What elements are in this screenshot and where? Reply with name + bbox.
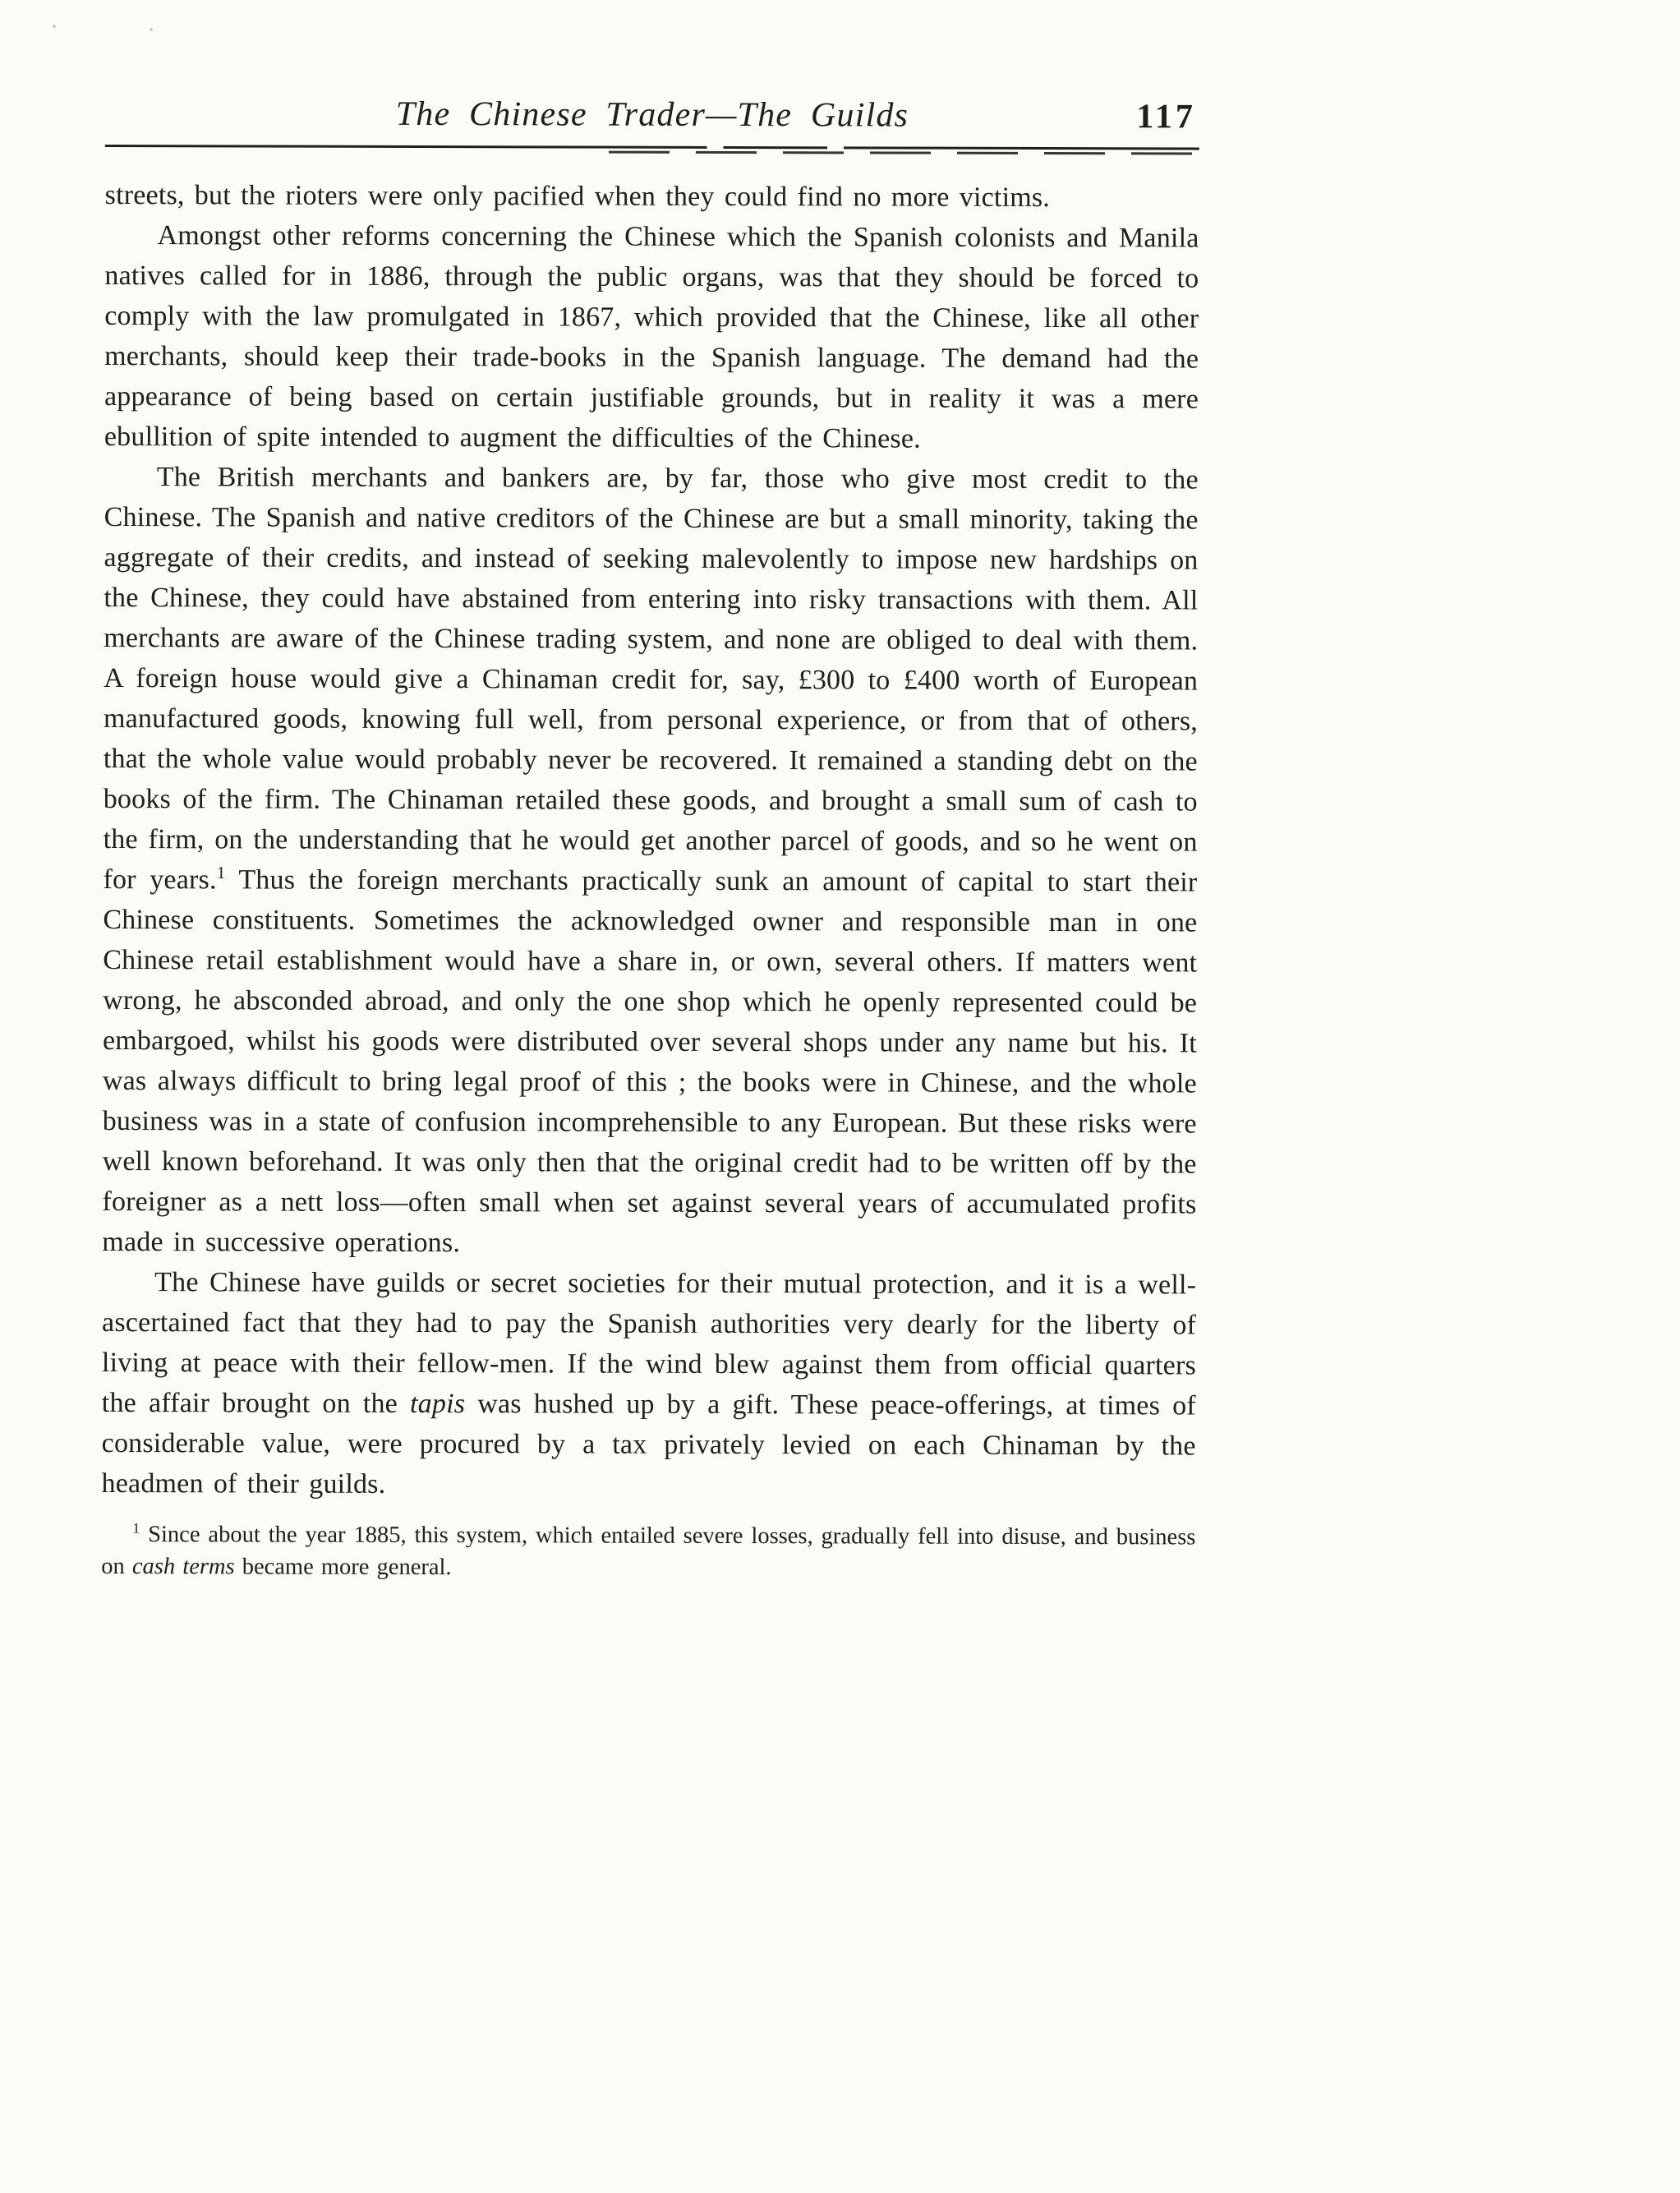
paragraph [102, 1262, 1197, 1506]
text-run: became more general. [234, 1554, 452, 1581]
text-run: streets, but the rioters were only pacified when they could find no more victims. [104, 179, 1051, 214]
scan-speckle [53, 25, 56, 28]
text-run: was hushed up by a gift. These peace-offerings, at times of considerable value, were procured by a tax privately levied on each Chinaman by the headmen of their guilds. [101, 1389, 1196, 1500]
text-run: Since about the year 1885, this system, which entailed severe losses, gradually fell into disuse, and business on [101, 1522, 1196, 1580]
text-run: The British merchants and bankers are, by far, those who give most credit to the Chinese. The Spanish and native creditors of the Chinese are but a small minority, taking the aggregate of their credits, and instead of seeking malevolently to impose new hardships on the Chinese, they could have abstained from entering into risky transactions with them. All merchants are aware of the Chinese trading system, and none are obliged to deal with them. A foreign house would give a Chinaman credit for, say, £300 to £400 worth of European manufactured goods, knowing full well, from personal experience, or from that of others, that the whole value would probably never be recovered. It remained a standing debt on the books of the firm. The Chinaman retailed these goods, and brought a small sum of cash to the firm, on the understanding that he would get another parcel of goods, and so he went on for years. [103, 462, 1199, 896]
footnote-reference: 1 [216, 863, 226, 883]
paragraph [104, 215, 1199, 459]
header-rule [105, 145, 1199, 154]
footnote [101, 1518, 1195, 1585]
running-header [105, 92, 1199, 139]
page-content [101, 92, 1199, 1585]
paragraph [102, 457, 1199, 1265]
text-run: cash terms [131, 1554, 235, 1580]
body-text [102, 175, 1199, 1506]
page-number: 117 [1136, 98, 1196, 136]
text-run: The Chinese have guilds or secret societies for their mutual protection, and it is a well-ascertained fact that they had to pay the Spanish authorities very dearly for the liberty of living at peace with their fellow-men. If the wind blew against them from official quarters the affair brought on the [101, 1267, 1197, 1419]
text-run: tapis [410, 1388, 466, 1420]
text-run: Thus the foreign merchants practically sunk an amount of capital to start their Chinese constituents. Sometimes the acknowledged owner and responsible man in one Chinese retail establishment would have a share in, or own, several others. If matters went wrong, he absconded abroad, and only the one shop which he openly represented could be embargoed, whilst his goods were distributed over several shops under any name but his. It was always difficult to bring legal proof of this ; the books were in Chinese, and the whole business was in a state of confusion incomprehensible to any European. But these risks were well known beforehand. It was only then that the original credit had to be written off by the foreigner as a nett loss—often small when set against several years of accumulated profits made in successive operations. [102, 864, 1198, 1259]
chapter-title: The Chinese Trader—The Guilds [395, 94, 909, 135]
text-run: Amongst other reforms concerning the Chinese which the Spanish colonists and Manila natives called for in 1886, through the public organs, was that they should be forced to comply with the law promulgated in 1867, which provided that the Chinese, like all other merchants, should keep their trade-books in the Spanish language. The demand had the appearance of being based on certain justifiable grounds, but in reality it was a mere ebullition of spite intended to augment the difficulties of the Chinese. [104, 220, 1199, 454]
footnote-reference: 1 [132, 1519, 140, 1536]
paragraph [105, 175, 1199, 218]
